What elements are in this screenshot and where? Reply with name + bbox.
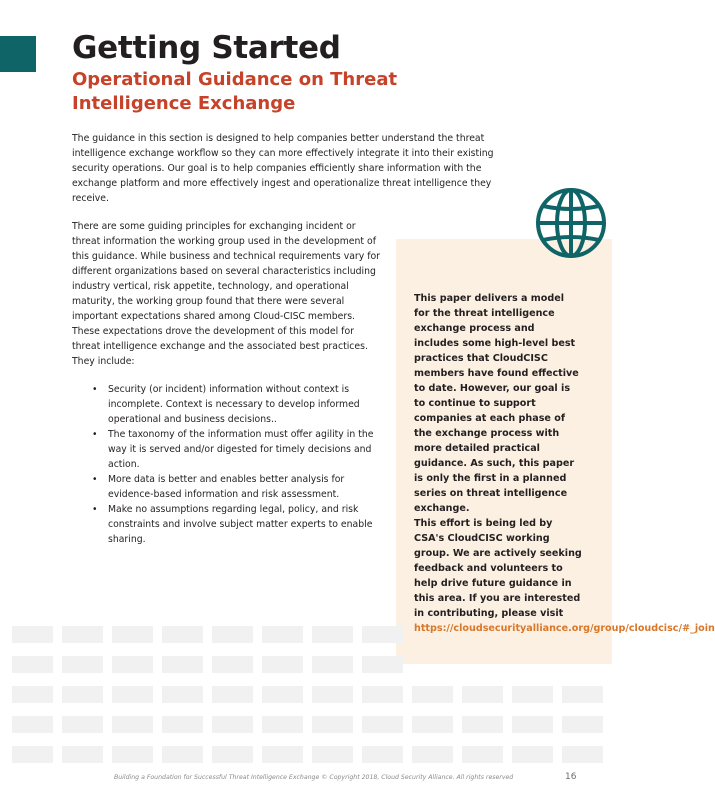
- list-item: • The taxonomy of the information must offer agility in the way it is served and/or digested for timely decisions and action.: [92, 427, 382, 472]
- grid-cell: [412, 686, 453, 703]
- grid-cell: [162, 626, 203, 643]
- grid-cell: [312, 686, 353, 703]
- grid-cell: [362, 716, 403, 733]
- grid-cell: [262, 746, 303, 763]
- grid-cell: [62, 716, 103, 733]
- principles-paragraph: There are some guiding principles for exchanging incident or threat information the working group used in the development of this guidance. While business and technical requirements vary for different organizations based on several characteristics including industry vertical, risk appetite, technology, and operational maturity, the working group found that there were several important expectations shared among Cloud-CISC members. These expectations drove the development of this model for threat intelligence exchange and the associated best practices. They include:: [72, 221, 380, 367]
- grid-cell: [262, 686, 303, 703]
- grid-cell: [512, 716, 553, 733]
- grid-cell: [312, 626, 353, 643]
- grid-cell: [12, 626, 53, 643]
- principles-list: [92, 382, 382, 547]
- grid-cell: [62, 686, 103, 703]
- grid-cell: [12, 686, 53, 703]
- page-subtitle: Operational Guidance on Threat Intelligence Exchange: [72, 69, 398, 114]
- grid-cell: [262, 716, 303, 733]
- grid-cell: [112, 656, 153, 673]
- grid-cell: [12, 656, 53, 673]
- callout-paragraph-1: This paper delivers a model for the threat intelligence exchange process and includes some high-level best practices that CloudCISC members have found effective to date. However, our goal is to continue to support companies at each phase of the exchange process with more detailed practical guidance. As such, this paper is only the first in a planned series on threat intelligence exchange.: [414, 293, 579, 514]
- grid-cell: [462, 686, 503, 703]
- grid-cell: [362, 656, 403, 673]
- grid-cell: [312, 746, 353, 763]
- grid-cell: [62, 626, 103, 643]
- globe-icon: [534, 184, 612, 262]
- grid-cell: [112, 626, 153, 643]
- grid-cell: [112, 686, 153, 703]
- decorative-grid: [12, 626, 612, 756]
- grid-cell: [412, 746, 453, 763]
- grid-cell: [362, 746, 403, 763]
- intro-paragraph: The guidance in this section is designed to help companies better understand the threat intelligence exchange workflow so they can more effectively integrate it into their existing security operations. Our goal is to help companies efficiently share information with the exchange platform and more effectively ingest and operationalize threat intelligence they receive.: [72, 133, 494, 204]
- page-title: Getting Started: [72, 30, 341, 66]
- grid-cell: [462, 746, 503, 763]
- grid-cell: [12, 716, 53, 733]
- grid-cell: [162, 686, 203, 703]
- grid-cell: [212, 746, 253, 763]
- grid-cell: [112, 716, 153, 733]
- list-item: • Make no assumptions regarding legal, policy, and risk constraints and involve subject matter experts to enable sharing.: [92, 502, 382, 547]
- grid-cell: [362, 686, 403, 703]
- callout-paragraph-2-text: This effort is being led by CSA's CloudCISC working group. We are actively seeking feedback and volunteers to help drive future guidance in this area. If you are interested in contributing, please visit: [414, 518, 582, 619]
- grid-cell: [512, 686, 553, 703]
- footer-copyright: Building a Foundation for Successful Threat Intelligence Exchange © Copyright 2018, Cloud Security Alliance. All rights reserved: [114, 774, 514, 781]
- grid-cell: [562, 746, 603, 763]
- grid-cell: [162, 656, 203, 673]
- grid-cell: [212, 626, 253, 643]
- grid-cell: [312, 716, 353, 733]
- grid-cell: [562, 716, 603, 733]
- corner-accent-block: [0, 36, 36, 72]
- grid-cell: [312, 656, 353, 673]
- grid-cell: [212, 656, 253, 673]
- list-item: • Security (or incident) information without context is incomplete. Context is necessary to develop informed operational and business decisions..: [92, 382, 382, 427]
- callout-paragraph-2: [414, 516, 715, 636]
- grid-cell: [12, 746, 53, 763]
- grid-cell: [112, 746, 153, 763]
- grid-cell: [362, 626, 403, 643]
- list-item: • More data is better and enables better analysis for evidence-based information and risk assessment.: [92, 472, 382, 502]
- page-number: 16: [565, 772, 577, 782]
- grid-cell: [462, 716, 503, 733]
- grid-cell: [162, 746, 203, 763]
- grid-cell: [562, 686, 603, 703]
- grid-cell: [412, 716, 453, 733]
- grid-cell: [162, 716, 203, 733]
- grid-cell: [212, 686, 253, 703]
- grid-cell: [262, 626, 303, 643]
- grid-cell: [62, 746, 103, 763]
- grid-cell: [262, 656, 303, 673]
- grid-cell: [212, 716, 253, 733]
- grid-cell: [512, 746, 553, 763]
- grid-cell: [62, 656, 103, 673]
- cloudcisc-join-link[interactable]: https://cloudsecurityalliance.org/group/cloudcisc/#_join: [414, 623, 715, 634]
